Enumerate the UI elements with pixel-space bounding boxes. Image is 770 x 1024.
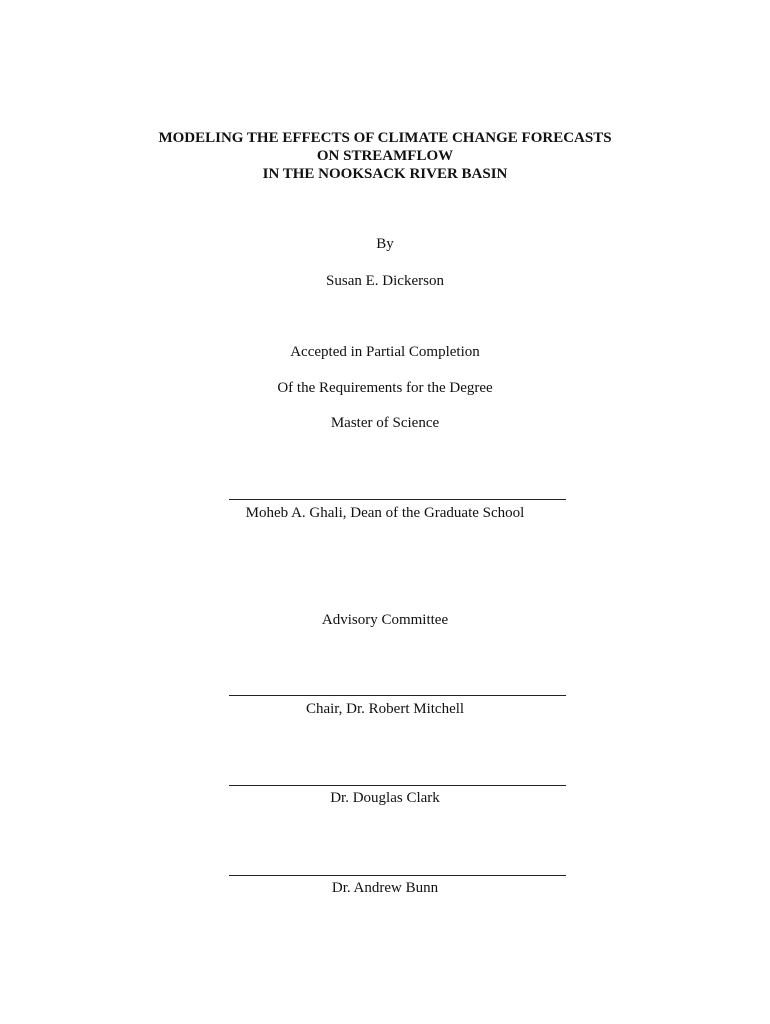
dean-signature-line bbox=[229, 499, 566, 500]
title-line-3: IN THE NOOKSACK RIVER BASIN bbox=[262, 166, 508, 182]
member-signature-line bbox=[229, 875, 566, 876]
chair-signature-label: Chair, Dr. Robert Mitchell bbox=[305, 701, 465, 717]
advisory-committee-heading: Advisory Committee bbox=[321, 612, 449, 628]
acceptance-line-1: Accepted in Partial Completion bbox=[290, 344, 480, 360]
acceptance-line-2: Of the Requirements for the Degree bbox=[277, 380, 493, 396]
degree-name: Master of Science bbox=[330, 415, 440, 431]
by-label: By bbox=[376, 236, 394, 252]
member-signature-label: Dr. Andrew Bunn bbox=[331, 880, 439, 896]
dean-signature-label: Moheb A. Ghali, Dean of the Graduate School bbox=[245, 505, 525, 521]
title-line-1: MODELING THE EFFECTS OF CLIMATE CHANGE FORECASTS bbox=[158, 130, 612, 146]
author-name: Susan E. Dickerson bbox=[326, 273, 444, 289]
chair-signature-line bbox=[229, 695, 566, 696]
member-signature-label: Dr. Douglas Clark bbox=[330, 790, 440, 806]
member-signature-line bbox=[229, 785, 566, 786]
title-line-2: ON STREAMFLOW bbox=[316, 148, 454, 164]
